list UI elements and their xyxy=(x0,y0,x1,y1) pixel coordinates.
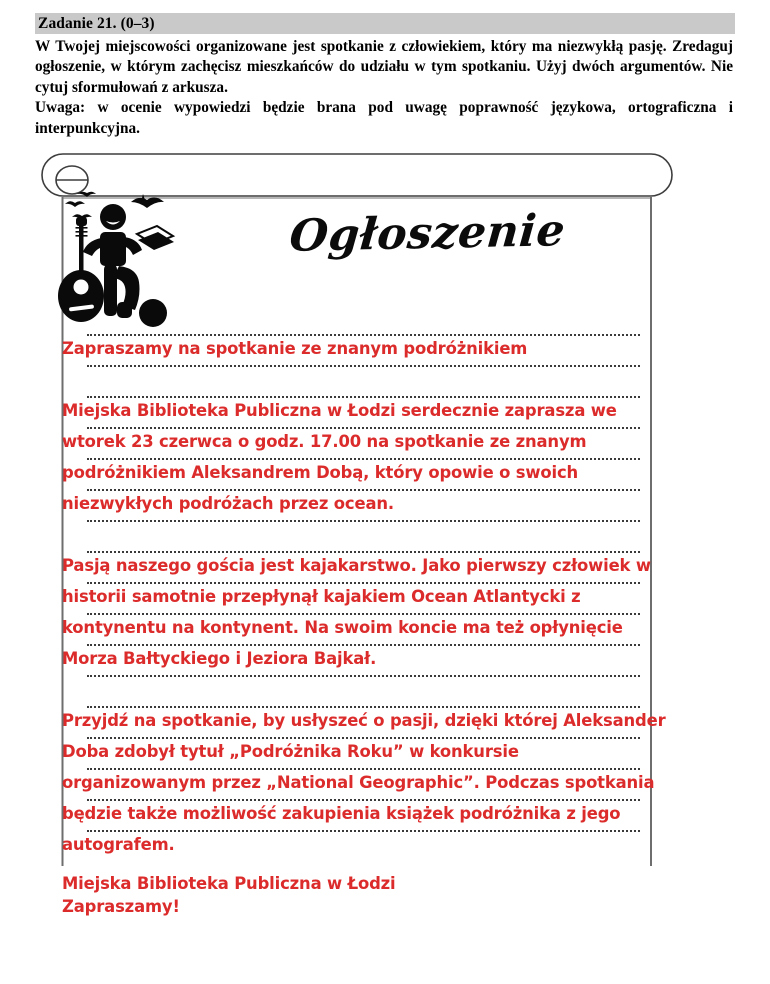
open-book-icon xyxy=(137,226,174,250)
answer-line: Miejska Biblioteka Publiczna w Łodzi serdecznie zaprasza we xyxy=(62,401,617,420)
student-answer xyxy=(62,333,682,922)
task-instructions xyxy=(35,37,735,139)
person-with-guitar-and-book-icon xyxy=(55,190,195,330)
answer-line: będzie także możliwość zakupienia książek podróżnika z jego xyxy=(62,804,621,823)
answer-line: wtorek 23 czerwca o godz. 17.00 na spotkanie ze znanym xyxy=(62,432,587,451)
answer-line: Zapraszamy! xyxy=(62,897,180,916)
answer-paragraph-headline xyxy=(62,333,682,364)
task-instruction-paragraph-2: Uwaga: w ocenie wypowiedzi będzie brana pod uwagę poprawność językowa, ortograficzna i interpunkcyjna. xyxy=(35,99,733,137)
task-title: Zadanie 21. (0–3) xyxy=(35,13,735,34)
answer-line: podróżnikiem Aleksandrem Dobą, który opowie o swoich xyxy=(62,463,579,482)
answer-line: Morza Bałtyckiego i Jeziora Bajkał. xyxy=(62,649,377,668)
torso-icon xyxy=(100,232,126,266)
ball-icon xyxy=(139,299,167,327)
answer-paragraph-argument-one xyxy=(62,550,682,674)
answer-line: Przyjdź na spotkanie, by usłyszeć o pasji, dzięki której Aleksander xyxy=(62,711,666,730)
answer-line: kontynentu na kontynent. Na swoim koncie ma też opłynięcie xyxy=(62,618,623,637)
announcement-illustration xyxy=(55,190,568,330)
answer-line: Zapraszamy na spotkanie ze znanym podróżnikiem xyxy=(62,339,528,358)
answer-line: autografem. xyxy=(62,835,175,854)
answer-line: Doba zdobył tytuł „Podróżnika Roku” w konkursie xyxy=(62,742,519,761)
answer-line: historii samotnie przepłynął kajakiem Ocean Atlantycki z xyxy=(62,587,581,606)
answer-line: Pasją naszego gościa jest kajakarstwo. Jako pierwszy człowiek w xyxy=(62,556,651,575)
ogloszenie-heading: Ogłoszenie xyxy=(287,205,568,262)
answer-line: niezwykłych podróżach przez ocean. xyxy=(62,494,394,513)
answer-line: organizowanym przez „National Geographic”. Podczas spotkania xyxy=(62,773,655,792)
head-icon xyxy=(100,204,126,230)
answer-signature: Miejska Biblioteka Publiczna w Łodzi xyxy=(62,874,396,893)
birds-icon xyxy=(65,192,96,220)
answer-paragraph-details xyxy=(62,395,682,519)
answer-paragraph-closing xyxy=(62,891,682,922)
bird-right-icon xyxy=(131,194,164,208)
standing-leg-icon xyxy=(104,264,117,316)
guitar-icon xyxy=(58,217,104,322)
task-header xyxy=(35,13,735,139)
answer-paragraph-argument-two xyxy=(62,705,682,860)
task-instruction-paragraph-1: W Twojej miejscowości organizowane jest spotkanie z człowiekiem, który ma niezwykłą pasję. Zredaguj ogłoszenie, w którym zachęcisz mieszkańców do udziału w tym spotkaniu. Użyj dwóch argumentów. Nie cytuj sformułowań z arkusza. xyxy=(35,38,733,96)
